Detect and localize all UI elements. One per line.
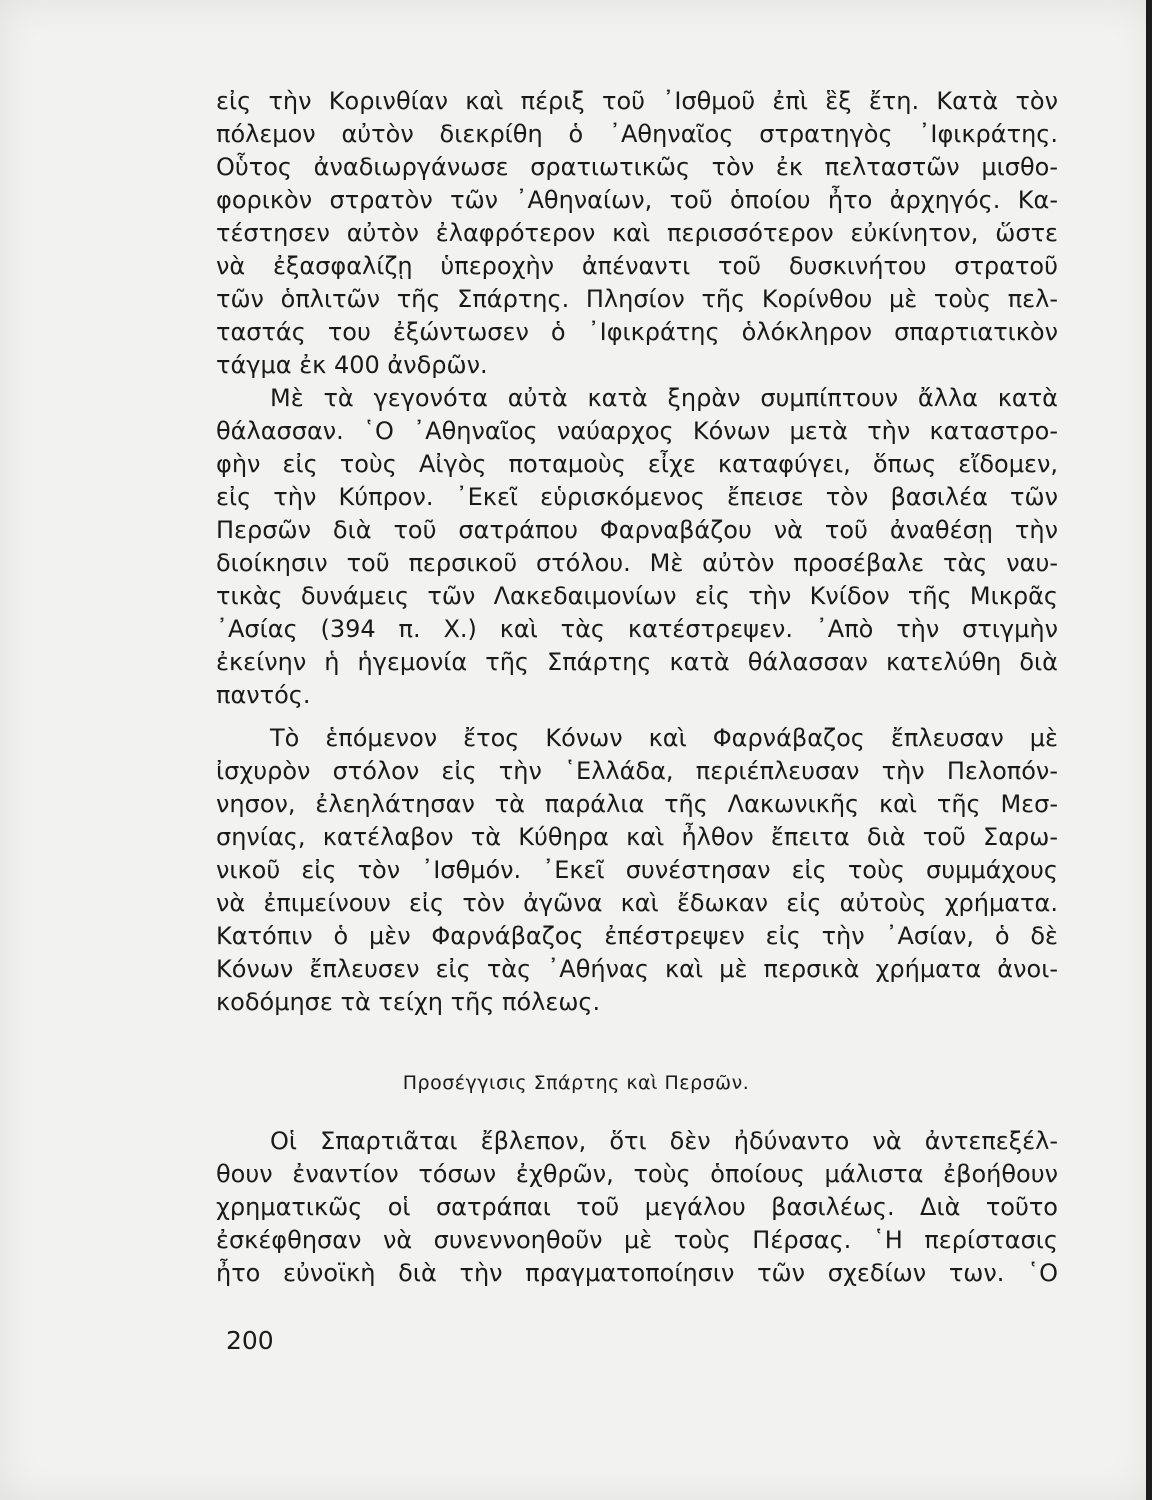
text-line: ἐσκέφθησαν νὰ συνεννοηθοῦν μὲ τοὺς Πέρσας. ῾Η περίστασις bbox=[216, 1226, 1058, 1254]
text-line: τικὰς δυνάμεις τῶν Λακεδαιμονίων εἰς τὴν Κνίδον τῆς Μικρᾶς bbox=[216, 582, 1058, 610]
text-line: ταστάς του ἐξώντωσεν ὁ ᾿Ιφικράτης ὁλόκληρον σπαρτιατικὸν bbox=[216, 318, 1058, 346]
text-line: νὰ ἐπιμείνουν εἰς τὸν ἀγῶνα καὶ ἔδωκαν εἰς αὐτοὺς χρήματα. bbox=[216, 889, 1058, 917]
text-line: διοίκησιν τοῦ περσικοῦ στόλου. Μὲ αὐτὸν προσέβαλε τὰς ναυ- bbox=[216, 549, 1058, 577]
text-line: τάγμα ἐκ 400 ἀνδρῶν. bbox=[216, 351, 488, 379]
text-line: φὴν εἰς τοὺς Αἰγὸς ποταμοὺς εἶχε καταφύγει, ὅπως εἴδομεν, bbox=[216, 450, 1058, 478]
text-line: χρηματικῶς οἱ σατράπαι τοῦ μεγάλου βασιλέως. Διὰ τοῦτο bbox=[216, 1193, 1058, 1221]
text-line: Κόνων ἔπλευσεν εἰς τὰς ᾿Αθήνας καὶ μὲ περσικὰ χρήματα ἀνοι- bbox=[216, 955, 1058, 983]
text-line: παντός. bbox=[216, 681, 311, 709]
text-line: Οὗτος ἀναδιωργάνωσε σρατιωτικῶς τὸν ἐκ πελταστῶν μισθο- bbox=[216, 153, 1058, 181]
text-line: ᾿Ασίας (394 π. Χ.) καὶ τὰς κατέστρεψεν. ᾿Απὸ τὴν στιγμὴν bbox=[216, 615, 1058, 643]
text-line: νικοῦ εἰς τὸν ᾿Ισθμόν. ᾿Εκεῖ συνέστησαν εἰς τοὺς συμμάχους bbox=[216, 856, 1058, 884]
text-line: θάλασσαν. ῾Ο ᾿Αθηναῖος ναύαρχος Κόνων μετὰ τὴν καταστρο- bbox=[216, 417, 1058, 445]
text-line: τῶν ὁπλιτῶν τῆς Σπάρτης. Πλησίον τῆς Κορίνθου μὲ τοὺς πελ- bbox=[216, 285, 1058, 313]
text-line: σηνίας, κατέλαβον τὰ Κύθηρα καὶ ἦλθον ἔπειτα διὰ τοῦ Σαρω- bbox=[216, 823, 1058, 851]
text-line: κοδόμησε τὰ τείχη τῆς πόλεως. bbox=[216, 988, 601, 1016]
text-line: Τὸ ἑπόμενον ἔτος Κόνων καὶ Φαρνάβαζος ἔπλευσαν μὲ bbox=[270, 724, 1058, 752]
text-line: Περσῶν διὰ τοῦ σατράπου Φαρναβάζου νὰ τοῦ ἀναθέσῃ τὴν bbox=[216, 516, 1058, 544]
section-heading: Προσέγγισις Σπάρτης καὶ Περσῶν. bbox=[402, 1072, 750, 1094]
text-line: πόλεμον αὐτὸν διεκρίθη ὁ ᾿Αθηναῖος στρατηγὸς ᾿Ιφικράτης. bbox=[216, 120, 1058, 148]
text-line: εἰς τὴν Κορινθίαν καὶ πέριξ τοῦ ᾿Ισθμοῦ ἐπὶ ἓξ ἔτη. Κατὰ τὸν bbox=[216, 87, 1058, 115]
text-line: νησον, ἐλεηλάτησαν τὰ παράλια τῆς Λακωνικῆς καὶ τῆς Μεσ- bbox=[216, 790, 1058, 818]
page-number: 200 bbox=[226, 1326, 274, 1355]
text-line: ἰσχυρὸν στόλον εἰς τὴν ῾Ελλάδα, περιέπλευσαν τὴν Πελοπόν- bbox=[216, 757, 1058, 785]
text-line: φορικὸν στρατὸν τῶν ᾿Αθηναίων, τοῦ ὁποίου ἦτο ἀρχηγός. Κα- bbox=[216, 186, 1058, 214]
text-line: Μὲ τὰ γεγονότα αὐτὰ κατὰ ξηρὰν συμπίπτουν ἄλλα κατὰ bbox=[270, 384, 1058, 412]
text-line: νὰ ἐξασφαλίζῃ ὑπεροχὴν ἀπέναντι τοῦ δυσκινήτου στρατοῦ bbox=[216, 252, 1058, 280]
text-line: ἦτο εὐνοϊκὴ διὰ τὴν πραγματοποίησιν τῶν σχεδίων των. ῾Ο bbox=[216, 1259, 1058, 1287]
text-line: εἰς τὴν Κύπρον. ᾿Εκεῖ εὑρισκόμενος ἔπεισε τὸν βασιλέα τῶν bbox=[216, 483, 1058, 511]
text-line: ἐκείνην ἡ ἡγεμονία τῆς Σπάρτης κατὰ θάλασσαν κατελύθη διὰ bbox=[216, 648, 1058, 676]
text-line: θουν ἐναντίον τόσων ἐχθρῶν, τοὺς ὁποίους μάλιστα ἐβοήθουν bbox=[216, 1160, 1058, 1188]
text-line: Κατόπιν ὁ μὲν Φαρνάβαζος ἐπέστρεψεν εἰς τὴν ᾿Ασίαν, ὁ δὲ bbox=[216, 922, 1058, 950]
page-edge-shadow bbox=[1146, 0, 1152, 1500]
text-line: Οἱ Σπαρτιᾶται ἔβλεπον, ὅτι δὲν ἠδύναντο νὰ ἀντεπεξέλ- bbox=[270, 1127, 1058, 1155]
text-line: τέστησεν αὐτὸν ἐλαφρότερον καὶ περισσότερον εὐκίνητον, ὥστε bbox=[216, 219, 1058, 247]
